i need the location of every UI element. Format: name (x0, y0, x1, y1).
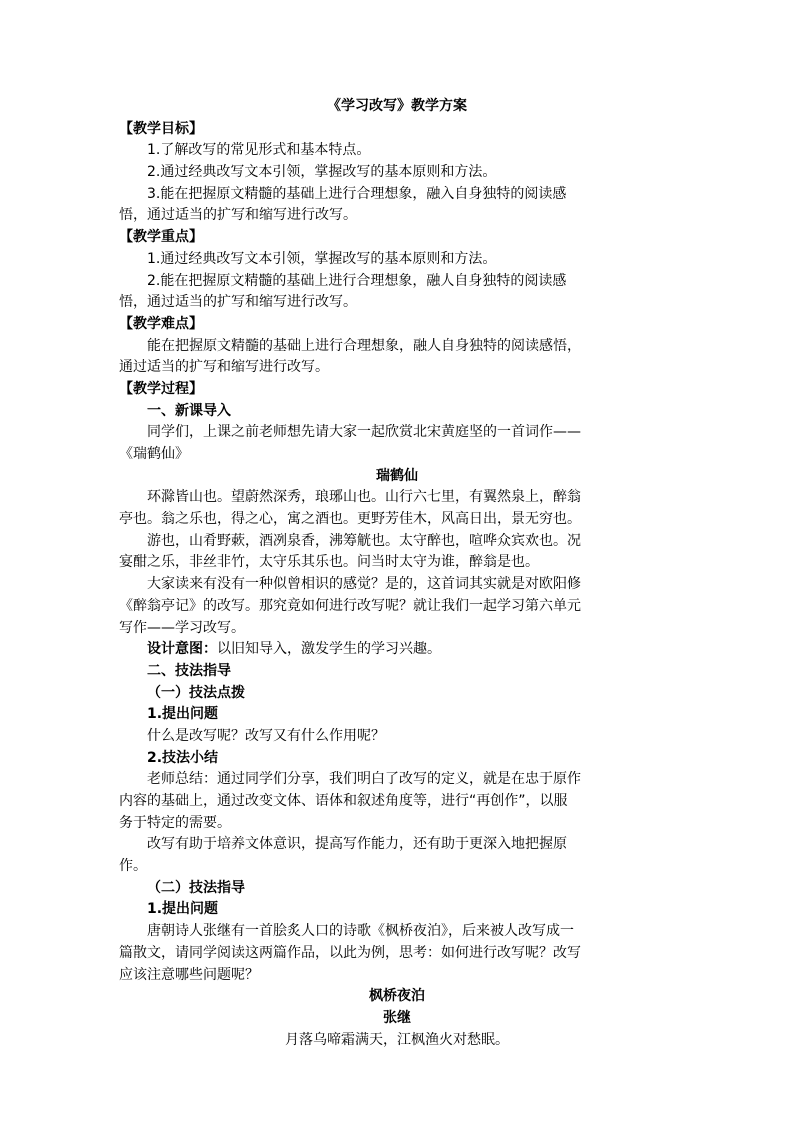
intro-line-2: 《瑞鹤仙》 (119, 446, 189, 462)
summary-line-3: 务于特定的需要。 (119, 814, 231, 831)
key-item-1: 1.通过经典改写文本引领，掌握改写的基本原则和方法。 (147, 250, 497, 267)
question-2-heading: 1.提出问题 (147, 901, 219, 918)
question-2-line-3: 应该注意哪些问题呢？ (119, 966, 259, 983)
subsection-1-heading: （一）技法点拨 (147, 684, 245, 701)
summary-line-2: 内容的基础上，通过改变文体、语体和叙述角度等，进行“再创作”，以服 (119, 793, 568, 809)
key-heading: 【教学重点】 (119, 229, 203, 246)
section-1-heading: 一、新课导入 (147, 402, 231, 419)
question-1-heading: 1.提出问题 (147, 706, 219, 723)
design-intent-text: 以旧知导入，激发学生的学习兴趣。 (217, 641, 441, 658)
poem-1-line-3: 游也，山肴野蔌，酒冽泉香，沸筹觥也。太守醉也，喧哗众宾欢也。况 (147, 532, 581, 549)
difficulty-line-2: 通过适当的扩写和缩写进行改写。 (119, 359, 329, 376)
subsection-2-heading: （二）技法指导 (147, 879, 245, 896)
help-line-1: 改写有助于培养文体意识，提高写作能力，还有助于更深入地把握原 (147, 836, 567, 853)
poem-1-line-2: 亭也。翁之乐也，得之心，寓之酒也。更野芳佳木，风高日出，景无穷也。 (119, 511, 581, 528)
goal-item-3-line-1: 3.能在把握原文精髓的基础上进行合理想象，融入自身独特的阅读感 (147, 185, 567, 202)
poem-1-line-1: 环滁皆山也。望蔚然深秀，琅琊山也。山行六七里，有翼然泉上，醉翁 (147, 489, 581, 506)
goal-item-3-line-2: 悟，通过适当的扩写和缩写进行改写。 (119, 207, 357, 224)
question-2-line-2: 篇散文，请同学阅读这两篇作品，以此为例，思考：如何进行改写呢？改写 (119, 944, 581, 961)
document-title: 《学习改写》教学方案 (327, 98, 467, 114)
question-1-text: 什么是改写呢？改写又有什么作用呢？ (147, 727, 385, 744)
design-intent (119, 639, 675, 661)
goal-item-1: 1.了解改写的常见形式和基本特点。 (147, 142, 371, 159)
difficulty-line-1: 能在把握原文精髓的基础上进行合理想象，融人自身独特的阅读感悟， (147, 337, 581, 354)
help-line-2: 作。 (119, 858, 147, 875)
key-item-2-line-2: 悟，通过适当的扩写和缩写进行改写。 (119, 294, 357, 311)
key-item-2-line-1: 2.能在把握原文精髓的基础上进行合理想象，融人自身独特的阅读感 (147, 272, 567, 289)
difficulty-heading: 【教学难点】 (119, 315, 203, 332)
poem-2-author: 张继 (383, 1009, 411, 1026)
summary-heading: 2.技法小结 (147, 749, 219, 766)
process-heading: 【教学过程】 (119, 380, 203, 397)
question-2-line-1: 唐朝诗人张继有一首脍炙人口的诗歌《枫桥夜泊》，后来被人改写成一 (147, 923, 574, 940)
design-intent-label: 设计意图： (147, 641, 217, 658)
section-2-heading: 二、技法指导 (147, 662, 231, 679)
poem-2-title: 枫桥夜泊 (369, 988, 425, 1005)
poem-1-title: 瑞鹤仙 (376, 467, 418, 484)
poem-1-line-4: 宴酣之乐，非丝非竹，太守乐其乐也。问当时太守为谁，醉翁是也。 (119, 554, 539, 571)
summary-line-1: 老师总结：通过同学们分享，我们明白了改写的定义，就是在忠于原作 (147, 771, 581, 788)
document-page (119, 96, 675, 1051)
goal-heading: 【教学目标】 (119, 120, 203, 137)
feel-line-3: 写作——学习改写。 (119, 619, 245, 636)
feel-line-1: 大家读来有没有一种似曾相识的感觉？是的，这首词其实就是对欧阳修 (147, 576, 581, 593)
poem-2-line-1: 月落乌啼霜满天，江枫渔火对愁眠。 (285, 1031, 509, 1048)
feel-line-2: 《醉翁亭记》的改写。那究竟如何进行改写呢？就让我们一起学习第六单元 (119, 597, 581, 614)
intro-line-1: 同学们，上课之前老师想先请大家一起欣赏北宋黄庭坚的一首词作—— (147, 424, 581, 441)
goal-item-2: 2.通过经典改写文本引领，掌握改写的基本原则和方法。 (147, 164, 497, 181)
